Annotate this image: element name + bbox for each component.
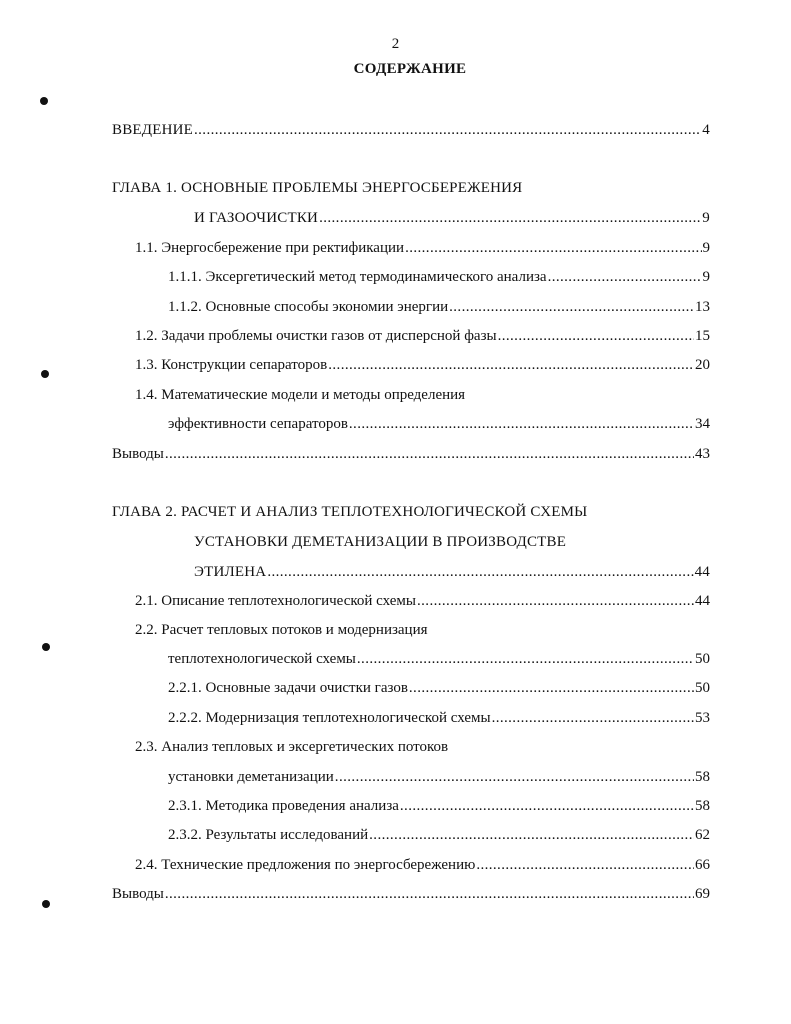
toc-page-number: 50 — [695, 680, 710, 696]
toc-entry-2-2-2[interactable] — [168, 707, 710, 729]
toc-entry-title: 2.4. Технические предложения по энергосбережению — [135, 857, 476, 873]
toc-chapter-2-title[interactable]: ГЛАВА 2. РАСЧЕТ И АНАЛИЗ ТЕПЛОТЕХНОЛОГИЧЕСКОЙ СХЕМЫ — [112, 504, 588, 520]
toc-leader-dots — [357, 648, 694, 670]
toc-page-number: 9 — [702, 269, 710, 285]
toc-entry-chapter-1[interactable] — [194, 207, 710, 229]
page-number: 2 — [391, 36, 400, 52]
toc-entry-title: 1.1. Энергосбережение при ректификации — [135, 240, 405, 256]
toc-page-number: 44 — [695, 593, 710, 609]
toc-leader-dots — [194, 119, 701, 141]
toc-entry-title: теплотехнологической схемы — [168, 651, 356, 667]
toc-leader-dots — [267, 561, 693, 583]
toc-entry-title: Выводы — [112, 446, 164, 462]
toc-page-number: 50 — [695, 651, 710, 667]
toc-entry-2-2-line1[interactable]: 2.2. Расчет тепловых потоков и модернизация — [135, 622, 428, 638]
toc-page-number: 53 — [695, 710, 710, 726]
toc-page-number: 9 — [702, 240, 710, 256]
toc-chapter-2-title-line2[interactable]: УСТАНОВКИ ДЕМЕТАНИЗАЦИИ В ПРОИЗВОДСТВЕ — [194, 534, 567, 550]
toc-entry-title: установки деметанизации — [168, 769, 334, 785]
toc-entry-ch2-conclusions[interactable] — [112, 883, 710, 905]
toc-page-number: 69 — [695, 886, 710, 902]
toc-leader-dots — [165, 443, 694, 465]
toc-entry-title: И ГАЗООЧИСТКИ — [194, 210, 319, 226]
toc-entry-1-2[interactable] — [135, 325, 710, 347]
toc-chapter-1-title[interactable]: ГЛАВА 1. ОСНОВНЫЕ ПРОБЛЕМЫ ЭНЕРГОСБЕРЕЖЕНИЯ — [112, 180, 523, 196]
toc-leader-dots — [319, 207, 701, 229]
toc-page-number: 58 — [695, 798, 710, 814]
binder-hole-mark — [41, 370, 49, 378]
toc-entry-introduction[interactable] — [112, 119, 710, 141]
binder-hole-mark — [42, 900, 50, 908]
toc-leader-dots — [349, 413, 694, 435]
toc-leader-dots — [409, 677, 694, 699]
page-title: СОДЕРЖАНИЕ — [353, 61, 467, 77]
toc-entry-2-3-2[interactable] — [168, 824, 710, 846]
toc-entry-title: 2.2.1. Основные задачи очистки газов — [168, 680, 408, 696]
toc-leader-dots — [492, 707, 694, 729]
toc-entry-1-1[interactable] — [135, 237, 710, 259]
toc-entry-2-3[interactable] — [168, 766, 710, 788]
toc-entry-title: 1.1.2. Основные способы экономии энергии — [168, 299, 449, 315]
toc-entry-title: 1.1.1. Эксергетический метод термодинамического анализа — [168, 269, 547, 285]
toc-leader-dots — [165, 883, 694, 905]
toc-entry-2-2[interactable] — [168, 648, 710, 670]
toc-entry-title: эффективности сепараторов — [168, 416, 348, 432]
toc-page-number: 66 — [695, 857, 710, 873]
toc-leader-dots — [476, 854, 694, 876]
binder-hole-mark — [40, 97, 48, 105]
toc-entry-2-3-line1[interactable]: 2.3. Анализ тепловых и эксергетических потоков — [135, 739, 449, 755]
toc-entry-1-1-2[interactable] — [168, 296, 710, 318]
toc-leader-dots — [400, 795, 694, 817]
toc-entry-title: 2.2.2. Модернизация теплотехнологической схемы — [168, 710, 491, 726]
toc-entry-1-4-line1[interactable]: 1.4. Математические модели и методы определения — [135, 387, 466, 403]
toc-entry-title: 1.2. Задачи проблемы очистки газов от дисперсной фазы — [135, 328, 497, 344]
toc-leader-dots — [335, 766, 694, 788]
toc-leader-dots — [405, 237, 701, 259]
toc-page-number: 44 — [694, 564, 710, 580]
toc-leader-dots — [369, 824, 694, 846]
toc-entry-title: 2.3.1. Методика проведения анализа — [168, 798, 399, 814]
binder-hole-mark — [42, 643, 50, 651]
toc-entry-ch1-conclusions[interactable] — [112, 443, 710, 465]
toc-entry-title: ВВЕДЕНИЕ — [112, 122, 193, 138]
toc-entry-title: 2.1. Описание теплотехнологической схемы — [135, 593, 416, 609]
toc-entry-1-1-1[interactable] — [168, 266, 710, 288]
toc-entry-title: ЭТИЛЕНА — [194, 564, 267, 580]
toc-page-number: 9 — [702, 210, 710, 226]
toc-entry-title: 2.3.2. Результаты исследований — [168, 827, 369, 843]
toc-entry-2-1[interactable] — [135, 590, 710, 612]
toc-entry-2-3-1[interactable] — [168, 795, 710, 817]
toc-leader-dots — [417, 590, 694, 612]
toc-page-number: 13 — [695, 299, 710, 315]
toc-page-number: 58 — [695, 769, 710, 785]
toc-page-number: 15 — [695, 328, 710, 344]
toc-page-number: 4 — [702, 122, 710, 138]
toc-page-number: 20 — [695, 357, 710, 373]
toc-entry-2-4[interactable] — [135, 854, 710, 876]
toc-entry-1-4[interactable] — [168, 413, 710, 435]
toc-leader-dots — [498, 325, 694, 347]
toc-leader-dots — [328, 354, 694, 376]
toc-entry-chapter-2[interactable] — [194, 561, 710, 583]
toc-page-number: 34 — [695, 416, 710, 432]
toc-entry-title: Выводы — [112, 886, 164, 902]
toc-entry-2-2-1[interactable] — [168, 677, 710, 699]
toc-entry-title: 1.3. Конструкции сепараторов — [135, 357, 328, 373]
toc-entry-1-3[interactable] — [135, 354, 710, 376]
toc-leader-dots — [548, 266, 702, 288]
toc-page-number: 62 — [695, 827, 710, 843]
toc-page-number: 43 — [695, 446, 710, 462]
toc-leader-dots — [449, 296, 694, 318]
